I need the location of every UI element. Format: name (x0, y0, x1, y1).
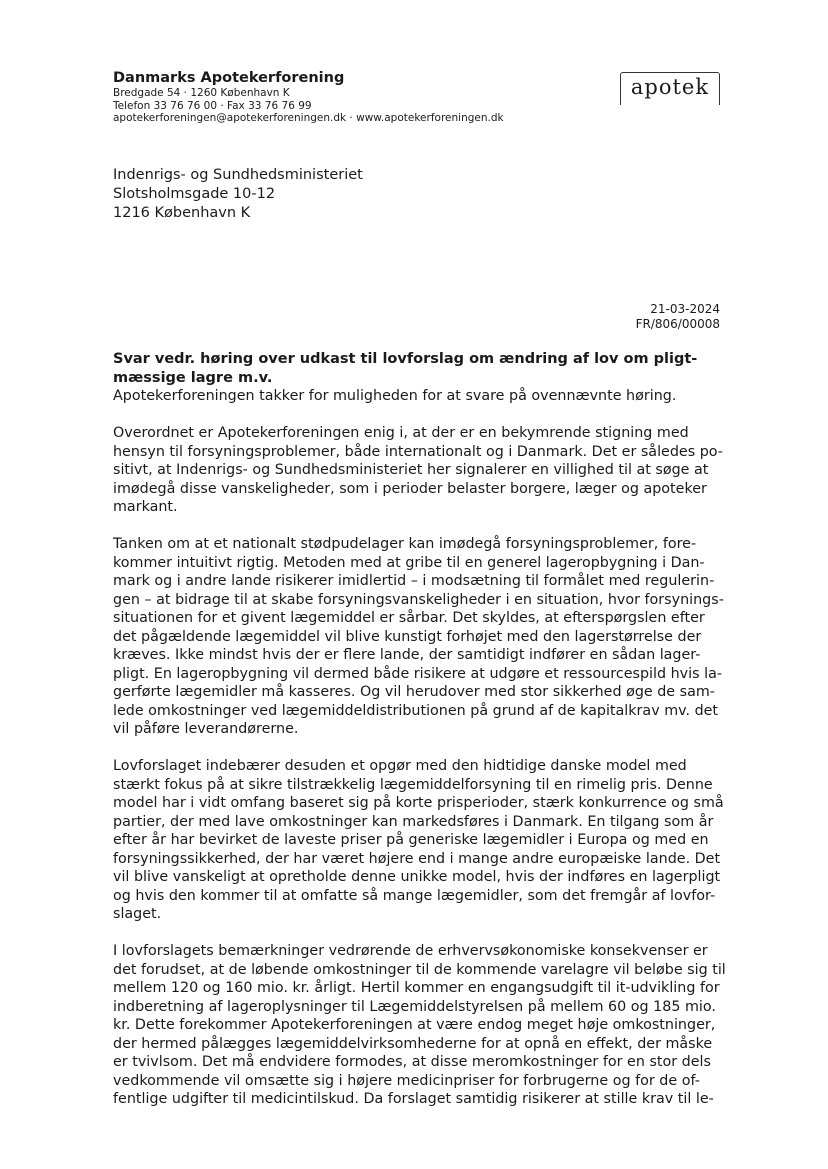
body-line: gerførte lægemidler må kasseres. Og vil herudover med stor sikkerhed øge de sam- (113, 684, 715, 700)
body-line: vil blive vanskeligt at opretholde denne unikke model, hvis der indføres en lagerpligt (113, 869, 721, 885)
body-line: gen – at bidrage til at skabe forsyningsvanskeligheder i en situation, hvor forsynings- (113, 591, 724, 608)
letter-body (113, 387, 729, 1127)
body-paragraph (113, 387, 729, 406)
body-line: vil påføre leverandørerne. (113, 721, 299, 737)
body-line: det forudset, at de løbende omkostninger til de kommende varelagre vil beløbe sig til (113, 961, 726, 978)
body-line: kræves. Ikke mindst hvis der er flere lande, der samtidigt indfører en sådan lager- (113, 647, 701, 663)
recipient-city: 1216 København K (113, 205, 251, 221)
body-paragraph (113, 942, 729, 1109)
body-paragraph (113, 757, 729, 924)
body-line: efter år har bevirket de laveste priser på generiske lægemidler i Europa og med en (113, 832, 709, 848)
sender-block (113, 69, 504, 125)
body-line: sitivt, at Indenrigs- og Sundhedsministeriet her signalerer en villighed til at søge at (113, 462, 709, 478)
body-paragraph (113, 424, 729, 517)
body-line: partier, der med lave omkostninger kan markedsføres i Danmark. En tilgang som år (113, 813, 714, 830)
recipient-name: Indenrigs- og Sundhedsministeriet (113, 167, 363, 183)
body-line: der hermed pålægges lægemiddelvirksomhederne for at opnå en effekt, der måske (113, 1035, 713, 1052)
body-line: det pågældende lægemiddel vil blive kunstigt forhøjet med den lagerstørrelse der (113, 628, 702, 645)
body-line: er tvivlsom. Det må endvidere formodes, at disse meromkostninger for en stor dels (113, 1054, 711, 1070)
body-line: slaget. (113, 906, 162, 922)
body-line: hensyn til forsyningsproblemer, både internationalt og i Danmark. Det er således po- (113, 443, 723, 460)
sender-contact: apotekerforeningen@apotekerforeningen.dk · www.apotekerforeningen.dk (113, 112, 504, 124)
body-line: Overordnet er Apotekerforeningen enig i, at der er en bekymrende stigning med (113, 425, 689, 441)
sender-phone: Telefon 33 76 76 00 · Fax 33 76 76 99 (113, 99, 312, 112)
subject-heading (113, 350, 723, 388)
body-line: forsyningssikkerhed, der har været højere end i mange andre europæiske lande. Det (113, 850, 721, 867)
body-line: mark og i andre lande risikerer imidlertid – i modsætning til formålet med regulerin- (113, 573, 715, 589)
body-line: I lovforslagets bemærkninger vedrørende de erhvervsøkonomiske konsekvenser er (113, 943, 708, 959)
body-line: imødegå disse vanskeligheder, som i perioder belaster borgere, læger og apoteker (113, 480, 707, 497)
date-block (636, 302, 720, 332)
subject-line: Svar vedr. høring over udkast til lovforslag om ændring af lov om pligt- (113, 351, 698, 367)
sender-address: Bredgade 54 · 1260 København K (113, 87, 290, 99)
body-line: mellem 120 og 160 mio. kr. årligt. Hertil kommer en engangsudgift til it-udvikling for (113, 980, 720, 996)
body-line: Tanken om at et nationalt stødpudelager kan imødegå forsyningsproblemer, fore- (113, 536, 697, 552)
body-line: og hvis den kommer til at omfatte så mange lægemidler, som det fremgår af lovfor- (113, 887, 716, 904)
body-line: kr. Dette forekommer Apotekerforeningen at være endog meget høje omkostninger, (113, 1017, 716, 1033)
subject-line: mæssige lagre m.v. (113, 370, 273, 386)
recipient-address (113, 166, 363, 223)
sender-name: Danmarks Apotekerforening (113, 70, 345, 86)
apotek-logo (620, 72, 720, 105)
body-line: Apotekerforeningen takker for muligheden for at svare på ovennævnte høring. (113, 388, 677, 404)
body-line: fentlige udgifter til medicintilskud. Da forslaget samtidig risikerer at stille krav til le- (113, 1091, 714, 1107)
apotek-logo-text: apotek (630, 75, 710, 99)
letter-date: 21-03-2024 (650, 302, 720, 316)
body-line: stærkt fokus på at sikre tilstrækkelig lægemiddelforsyning til en rimelig pris. Denne (113, 776, 713, 793)
body-line: markant. (113, 499, 178, 515)
reference-number: FR/806/00008 (635, 317, 720, 331)
body-line: indberetning af lageroplysninger til Lægemiddelstyrelsen på mellem 60 og 185 mio. (113, 998, 716, 1015)
body-line: situationen for et givent lægemiddel er sårbar. Det skyldes, at efterspørgslen efter (113, 610, 705, 626)
body-line: lede omkostninger ved lægemiddeldistributionen på grund af de kapitalkrav mv. det (113, 702, 719, 719)
body-line: vedkommende vil omsætte sig i højere medicinpriser for forbrugerne og for de of- (113, 1072, 700, 1089)
body-line: model har i vidt omfang baseret sig på korte prisperioder, stærk konkurrence og små (113, 795, 724, 811)
body-line: pligt. En lageropbygning vil dermed både risikere at udgøre et ressourcespild hvis la- (113, 665, 722, 682)
recipient-street: Slotsholmsgade 10-12 (113, 186, 276, 202)
body-line: kommer intuitivt rigtig. Metoden med at gribe til en generel lageropbygning i Dan- (113, 554, 705, 571)
body-paragraph (113, 535, 729, 739)
body-line: Lovforslaget indebærer desuden et opgør med den hidtidige danske model med (113, 758, 687, 774)
